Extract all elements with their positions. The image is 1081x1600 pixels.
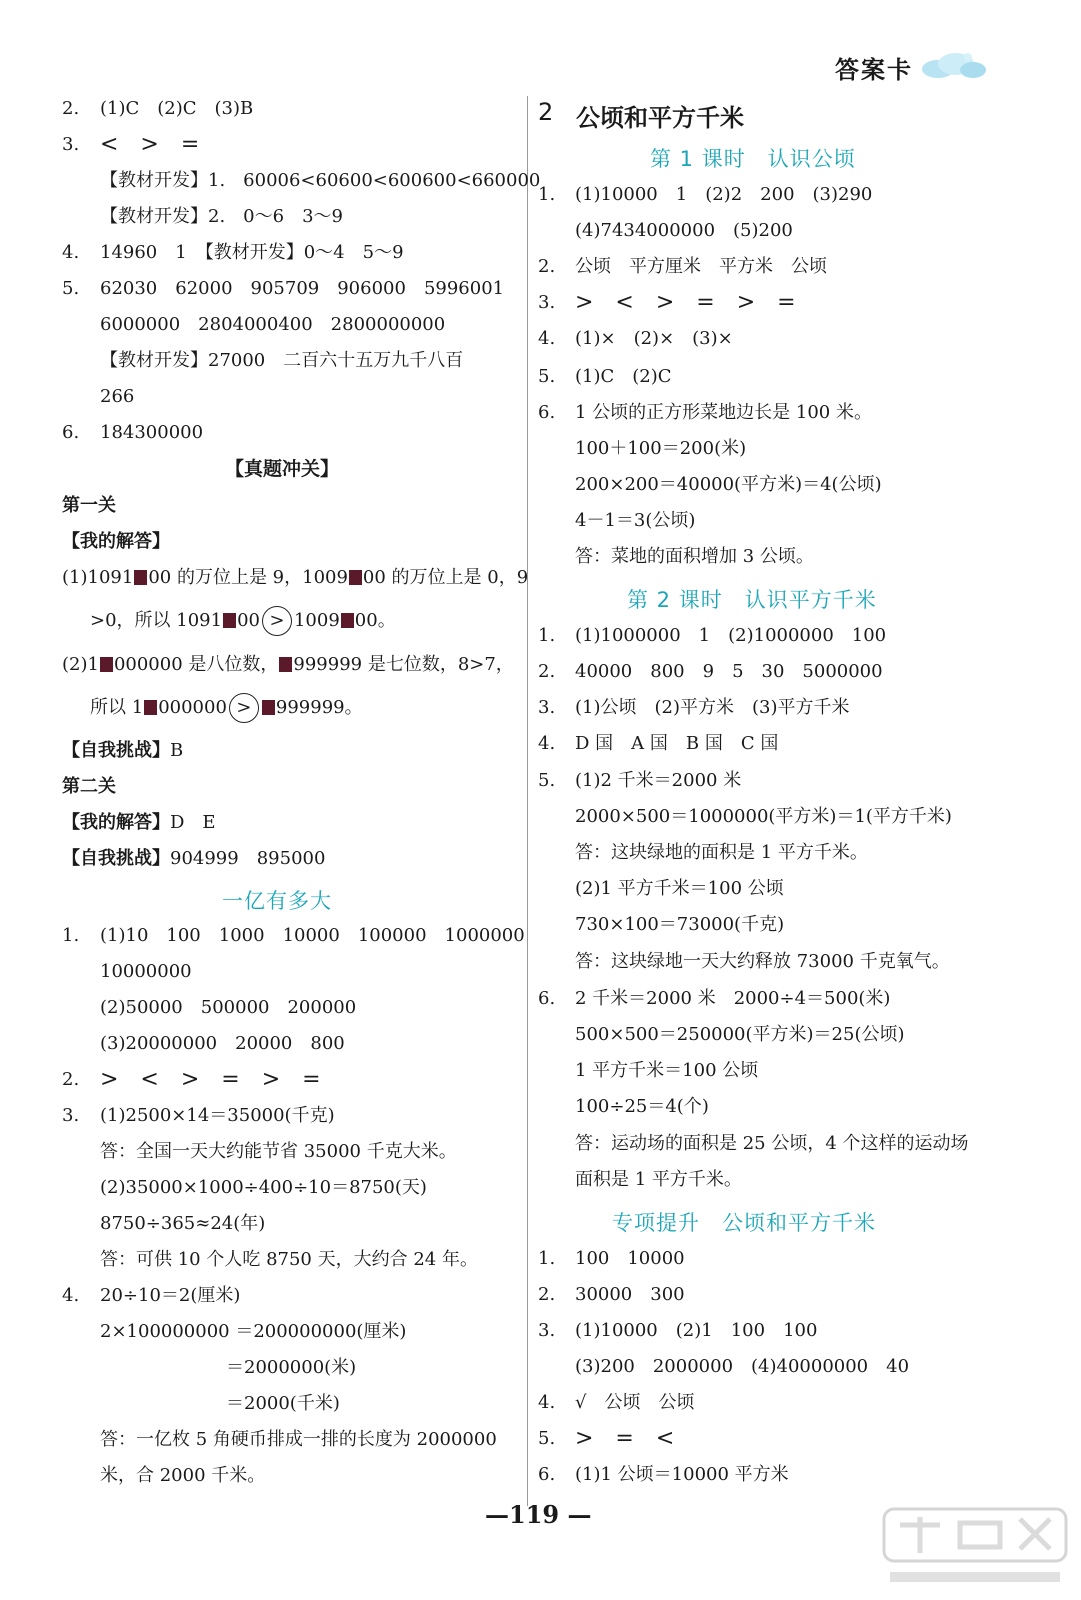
masked-digit-box [341,613,354,628]
page-number: —119 — [485,1500,592,1529]
answer-line: 面积是 1 平方千米。 [575,1169,742,1190]
answer-text: D E [170,812,216,833]
level-label: 第二关 [62,776,116,797]
answer-line: 40000 800 9 5 30 5000000 [575,661,883,682]
answer-line [62,653,514,677]
answer-line: 266 [100,386,135,407]
answer-line: (3)20000000 20000 800 [100,1033,345,1054]
item-number: 1. [538,184,556,205]
answer-line: (1)2500×14＝35000(千克) [100,1105,335,1126]
item-number: 6. [538,402,556,423]
answer-line: (1)10000 (2)1 100 100 [575,1320,818,1341]
masked-digit-box [144,700,157,715]
item-number: 4. [538,1392,556,1413]
item-number: 3. [538,292,556,313]
answer-line: 【教材开发】2. 0～6 3～9 [100,206,343,227]
answer-line: (4)7434000000 (5)200 [575,220,793,241]
answer-line: 200×200＝40000(平方米)＝4(公顷) [575,474,882,495]
answer-line: 答：这块绿地一天大约释放 73000 千克氧气。 [575,951,950,972]
answer-line [90,692,363,724]
item-number: 3. [538,697,556,718]
answer-text: 999999 是七位数，8>7， [293,654,514,675]
answer-line: D 国 A 国 B 国 C 国 [575,733,779,754]
circled-symbol: > [262,606,292,636]
answer-line: 20÷10＝2(厘米) [100,1285,241,1306]
item-number: 2. [62,1069,80,1090]
answer-line: (1)1000000 1 (2)1000000 100 [575,625,887,646]
answer-line [62,847,325,871]
item-number: 2. [538,661,556,682]
answer-line: > = < [575,1426,675,1451]
header-title: 答案卡 [835,56,913,84]
section-heading: 一亿有多大 [222,889,332,913]
answer-line: 答：一亿枚 5 角硬币排成一排的长度为 2000000 [100,1429,497,1450]
answer-line: (1)C (2)C [575,366,672,387]
answer-line: 10000000 [100,961,192,982]
item-number: 3. [62,1105,80,1126]
answer-label: 【我的解答】 [62,531,170,552]
answer-line: (2)35000×1000÷400÷10＝8750(天) [100,1177,427,1198]
item-number: 5. [538,770,556,791]
answer-line: (1)10 100 1000 10000 100000 1000000 [100,925,525,946]
masked-digit-box [100,657,113,672]
masked-digit-box [262,700,275,715]
answer-line: 6000000 2804000400 2800000000 [100,314,446,335]
answer-line: 【教材开发】1. 60006<60600<600600<660000 [100,170,541,191]
answer-line: 100 10000 [575,1248,685,1269]
answer-line: 730×100＝73000(千克) [575,914,785,935]
answer-line: < > = [100,132,200,157]
masked-digit-box [223,613,236,628]
answer-line: 1 平方千米＝100 公顷 [575,1060,759,1081]
answer-line: (3)200 2000000 (4)40000000 40 [575,1356,910,1377]
chapter-number: 2 [538,98,554,126]
item-number: 2. [538,256,556,277]
section-heading: 【真题冲关】 [225,458,340,480]
item-number: 6. [62,422,80,443]
answer-line: ＝2000(千米) [226,1393,340,1414]
item-number: 4. [538,733,556,754]
answer-line: 100＋100＝200(米) [575,438,747,459]
answer-line: 100÷25＝4(个) [575,1096,709,1117]
item-number: 2. [62,98,80,119]
answer-line: 答：这块绿地的面积是 1 平方千米。 [575,842,868,863]
answer-line: 30000 300 [575,1284,685,1305]
item-number: 5. [62,278,80,299]
answer-line: (1)1 公顷＝10000 平方米 [575,1464,789,1485]
answer-line: 14960 1 【教材开发】0～4 5～9 [100,242,404,263]
answer-line: 184300000 [100,422,204,443]
answer-line [62,811,216,835]
item-number: 5. [538,366,556,387]
item-number: 2. [538,1284,556,1305]
item-number: 3. [62,134,80,155]
item-number: 1. [538,625,556,646]
answer-text: 00。 [354,610,396,631]
answer-line: 8750÷365≈24(年) [100,1213,266,1234]
answer-line: (1)× (2)× (3)× [575,328,733,349]
cloud-icon [918,47,988,83]
chapter-title: 公顷和平方千米 [576,104,744,132]
answer-text: (2)1 [62,654,99,675]
column-divider [527,96,528,1506]
masked-digit-box [279,657,292,672]
item-number: 4. [62,1285,80,1306]
answer-line [62,566,528,590]
item-number: 4. [62,242,80,263]
section-heading: 第 1 课时 认识公顷 [650,147,856,171]
answer-text: 00 的万位上是 9，1009 [148,567,348,588]
answer-line: (2)50000 500000 200000 [100,997,357,1018]
answer-line: 1 公顷的正方形菜地边长是 100 米。 [575,402,872,423]
answer-line: 【教材开发】27000 二百六十五万九千八百 [100,350,464,371]
answer-line: 答：运动场的面积是 25 公顷，4 个这样的运动场 [575,1133,969,1154]
answer-line: 4－1＝3(公顷) [575,510,696,531]
answer-line: 2 千米＝2000 米 2000÷4＝500(米) [575,988,891,1009]
answer-line: 2×100000000 ＝200000000(厘米) [100,1321,407,1342]
answer-text: 00 的万位上是 0，9 [362,567,529,588]
answer-line: ＝2000000(米) [226,1357,357,1378]
answer-line: > < > = > = [575,290,796,315]
answer-line [62,739,183,763]
answer-line: (1)C (2)C (3)B [100,98,254,119]
answer-text: 000000 是八位数， [113,654,279,675]
answer-line: 答：可供 10 个人吃 8750 天，大约合 24 年。 [100,1249,478,1270]
answer-text: 所以 1 [90,697,144,718]
answer-line: 米，合 2000 千米。 [100,1465,266,1486]
answer-line: (1)公顷 (2)平方米 (3)平方千米 [575,697,850,718]
section-heading: 第 2 课时 认识平方千米 [627,588,877,612]
answer-text: 1009 [293,610,340,631]
level-label: 第一关 [62,495,116,516]
item-number: 6. [538,988,556,1009]
section-heading: 专项提升 公顷和平方千米 [612,1211,876,1235]
watermark-logo-icon [880,1505,1070,1595]
answer-line: 2000×500＝1000000(平方米)＝1(平方千米) [575,806,952,827]
answer-text: B [170,740,184,761]
item-number: 5. [538,1428,556,1449]
answer-line: 答：全国一天大约能节省 35000 千克大米。 [100,1141,457,1162]
item-number: 1. [62,925,80,946]
answer-text: 000000 [158,697,227,718]
masked-digit-box [349,570,362,585]
answer-line [90,605,396,637]
answer-text: 904999 895000 [170,848,326,869]
answer-text: 00 [237,610,260,631]
item-number: 6. [538,1464,556,1485]
answer-line: 500×500＝250000(平方米)＝25(公顷) [575,1024,905,1045]
item-number: 1. [538,1248,556,1269]
answer-line: 答：菜地的面积增加 3 公顷。 [575,546,814,567]
answer-line: √ 公顷 公顷 [575,1392,695,1413]
answer-label: 【自我挑战】 [62,848,170,869]
answer-line: 公顷 平方厘米 平方米 公顷 [575,256,827,277]
answer-line: (2)1 平方千米＝100 公顷 [575,878,784,899]
item-number: 4. [538,328,556,349]
answer-line: 62030 62000 905709 906000 5996001 [100,278,505,299]
answer-line: > < > = > = [100,1067,321,1092]
answer-label: 【自我挑战】 [62,740,170,761]
circled-symbol: > [229,693,259,723]
answer-label: 【我的解答】 [62,812,170,833]
answer-text: (1)1091 [62,567,134,588]
answer-line: (1)10000 1 (2)2 200 (3)290 [575,184,873,205]
answer-line: (1)2 千米＝2000 米 [575,770,742,791]
answer-text: 999999。 [275,697,363,718]
item-number: 3. [538,1320,556,1341]
masked-digit-box [134,570,147,585]
answer-text: >0，所以 1091 [90,610,223,631]
